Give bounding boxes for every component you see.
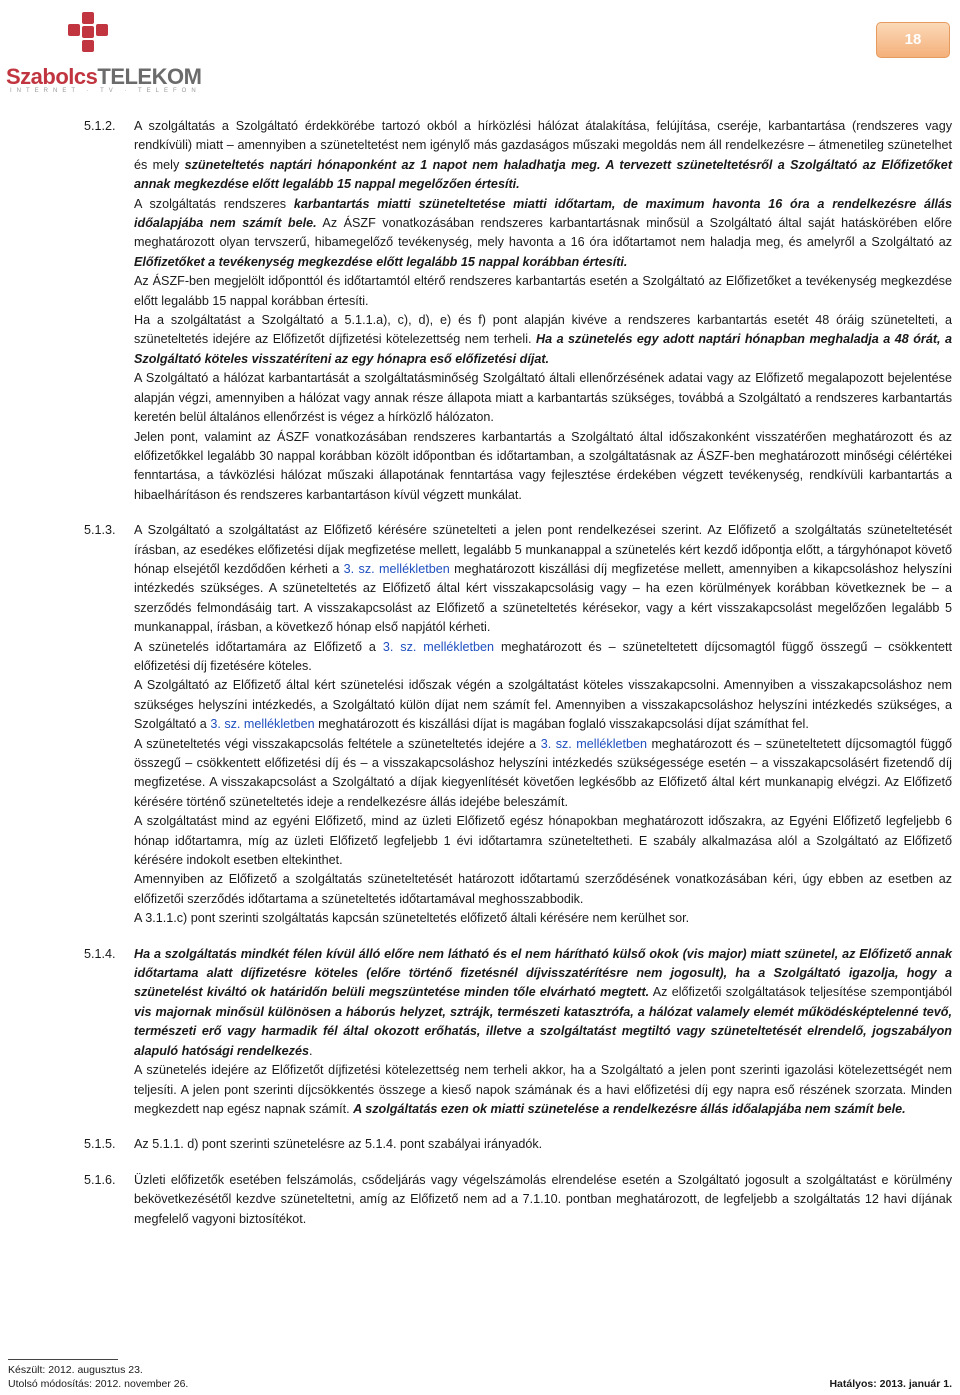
section-text <box>134 117 952 505</box>
effective-date: Hatályos: 2013. január 1. <box>829 1378 952 1390</box>
paragraph <box>134 945 952 1061</box>
text-run: A 3.1.1.c) pont szerinti szolgáltatás kapcsán szüneteltetés előfizető általi kérésére nem kerülhet sor. <box>134 911 690 926</box>
text-run: A szünetelés időtartamára az Előfizető a <box>134 639 383 654</box>
text-run: A szüneteltetés végi visszakapcsolás feltétele a szüneteltetés idejére a <box>134 736 541 751</box>
logo-wordmark: SzabolcsTELEKOM <box>6 64 202 89</box>
paragraph <box>134 369 952 427</box>
text-run: Az előfizetői szolgáltatások teljesítése szempontjából <box>649 985 953 1000</box>
text-run: Az 5.1.1. d) pont szerinti szünetelésre az 5.1.4. pont szabályai irányadók. <box>134 1137 543 1152</box>
text-run: A szolgáltatás ezen ok miatti szünetelése a rendelkezésre állás időalapjába nem számít bele. <box>353 1101 906 1116</box>
paragraph <box>134 1135 952 1154</box>
paragraph <box>134 812 952 870</box>
section-number: 5.1.5. <box>84 1137 116 1152</box>
page-footer <box>8 1363 952 1391</box>
text-run: Ha a szolgáltatást a Szolgáltató a 5.1.1.a), c), d), e) és f) pont alapján kivéve a rendszeres karbantartás esetét 48 óráig szünetelteti, a szüneteltetés idejére az Előfizetőt díjfizetési kötelezettség nem terheli. <box>134 313 952 347</box>
paragraph <box>134 428 952 506</box>
paragraph <box>134 1061 952 1119</box>
text-run: Jelen pont, valamint az ÁSZF vonatkozásában rendszeres karbantartás a Szolgáltató által időszakonként visszatérően meghatározott és az előfizetőkkel legalább 30 nappal korábban közölt időpontban és időtartamban, a szolgáltatásnak az ÁSZF-ben meghatározott minőségi célértékei fenntartása, a távközlési hálózat műszaki állapotának fenntartása vagy fejlesztése érdekében végzett tevékenység, rendkívüli karbantartás a hibaelhárításon és rendszeres karbantartáson kívül végzett munkálat. <box>134 429 952 502</box>
modified-date: Utolsó módosítás: 2012. november 26. <box>8 1378 189 1390</box>
section-text <box>134 945 952 1120</box>
section-5-1-4 <box>84 945 952 1120</box>
text-run: A szolgáltatást mind az egyéni Előfizető, mind az üzleti Előfizető egész hónapokban meghatározott időszakra, az Egyéni Előfizető legfeljebb 6 hónap időtartamra, míg az üzleti Előfizető legfeljebb 1 évi időtartamra szüneteltetheti. E szabály alkalmazása alól a Szolgáltató az Előfizető kérésére indokolt esetben eltekinthet. <box>134 814 952 868</box>
paragraph <box>134 311 952 369</box>
text-run: Az ÁSZF vonatkozásában rendszeres karbantartásnak minősül a Szolgáltató által saját hatáskörében előre meghatározott olyan tervszerű, hibamegelőző tevékenység, mely havonta a 16 óra időtartamot nem haladja meg, és amelyről a Szolgáltató az <box>134 216 952 250</box>
paragraph <box>134 870 952 909</box>
text-run: A szünetelés idejére az Előfizetőt díjfizetési kötelezettség nem terheli akkor, ha a Szolgáltató a jelen pont szerinti igazolási kötelezettségét nem teljesíti. A jelen pont szerinti díjcsökkentés összege a kieső napok számának és a havi előfizetési díj egy napra eső részének szorzata. Minden megkezdett nap egész napnak számít. <box>134 1063 952 1116</box>
text-run: A szolgáltatás a Szolgáltató érdekkörébe tartozó okból a hírközlési hálózat átalakítása, felújítása, cseréje, karbantartása (rendszeres vagy rendkívüli) miatt – amennyiben a szüneteltetést nem igénylő más gazdaságos műszaki megoldás nem áll rendelkezésre – átmenetileg szünetelhet és mely <box>134 119 952 172</box>
annex-reference-link[interactable]: 3. sz. mellékletben <box>343 561 450 576</box>
section-text <box>134 521 952 929</box>
text-run: meghatározott kiszállási díj megfizetése mellett, amennyiben a kikapcsoláshoz helyszíni intézkedés szükséges. A szüneteltetés az Előfizető által kért visszakapcsolásig vagy – ha ezen körülmények korábban következnek be – a szerződés felmondásáig tart. A visszakapcsolást az Előfizető a szüneteltetés kérésekor, vagy a kért visszakapcsolást megelőzően legalább 5 munkanappal, írásban, a következő hónap első napjától kérheti. <box>134 561 952 635</box>
text-run: Ha a szolgáltatás mindkét félen kívül álló előre nem látható és el nem hárítható külső okok (vis major) miatt szünetel, az Előfizető annak időtartama alatt díjfizetésre köteles (előre történő fizetésnél díjvisszatérítésre nem jogosult), ha a Szolgáltató igazolja, hogy a szünetelést kiváltó ok határidőn belüli megszüntetése minden tőle elvárható megtett. <box>134 946 952 1000</box>
text-run: meghatározott és kiszállási díjat is magában foglaló visszakapcsolási díjat számíthat fel. <box>314 717 809 732</box>
section-text <box>134 1171 952 1229</box>
text-run: . <box>308 1043 313 1058</box>
section-text <box>134 1135 952 1154</box>
paragraph <box>134 521 952 637</box>
section-5-1-2 <box>84 117 952 505</box>
section-5-1-6 <box>84 1171 952 1229</box>
logo-tagline: INTERNET · TV · TELEFON <box>10 88 201 94</box>
section-5-1-5 <box>84 1135 952 1154</box>
section-5-1-3 <box>84 521 952 929</box>
text-run: Amennyiben az Előfizető a szolgáltatás szüneteltetését határozott időtartamú szerződésének vonatkozásában kéri, úgy ebben az esetben az előfizetői szerződés időtartama a szüneteltetés időtartamával meghosszabbodik. <box>134 872 952 906</box>
text-run: Előfizetőket a tevékenység megkezdése előtt legalább 15 nappal korábban értesíti. <box>134 254 628 269</box>
paragraph <box>134 676 952 734</box>
text-run: Üzleti előfizetők esetében felszámolás, csődeljárás vagy végelszámolás elrendelése esetén a Szolgáltató jogosult a szolgáltatást e körülmény bekövetkezésétől kezdve szüneteltetni, amíg az Előfizető nem ad a 7.1.10. pontban meghatározott, de legfeljebb a szolgáltatás 12 havi díjának megfelelő vagyoni biztosítékot. <box>134 1172 952 1226</box>
created-date: Készült: 2012. augusztus 23. <box>8 1364 143 1376</box>
company-logo <box>6 10 202 94</box>
text-run: meghatározott és – szüneteltetett díjcsomagtól függő összegű – csökkentett előfizetési díj fizetésére köteles. <box>134 639 952 673</box>
text-run: A Szolgáltató a hálózat karbantartását a szolgáltatásminőség Szolgáltató általi ellenőrzésének adatai vagy az Előfizető megalapozott bejelentése alapján végzi, amennyiben a hálózat vagy annak része állapota miatt a karbantartás szükséges, továbbá a Szolgáltató a rendszeres karbantartás keretén belül általános ellenőrzést is végez a hírközlő hálózaton. <box>134 371 952 425</box>
section-number: 5.1.6. <box>84 1172 116 1187</box>
text-run: A Szolgáltató az Előfizető által kért szünetelési időszak végén a szolgáltatást köteles visszakapcsolni. Amennyiben a visszakapcsoláshoz nem szükséges helyszíni intézkedés, a Szolgáltató külön díjat nem számít fel. Amennyiben a visszakapcsoláshoz helyszíni intézkedés szükséges, a Szolgáltató a <box>134 678 952 732</box>
paragraph <box>134 638 952 677</box>
section-number: 5.1.2. <box>84 119 116 133</box>
text-run: Az ÁSZF-ben megjelölt időponttól és időtartamtól eltérő rendszeres karbantartás esetén a Szolgáltató az Előfizetőket a tevékenység megkezdése előtt legalább 15 nappal korábban értesíti. <box>134 274 952 308</box>
page-number-badge: 18 <box>876 22 950 58</box>
section-number: 5.1.4. <box>84 946 116 961</box>
annex-reference-link[interactable]: 3. sz. mellékletben <box>540 736 648 751</box>
text-run: A szolgáltatás rendszeres <box>134 196 294 211</box>
annex-reference-link[interactable]: 3. sz. mellékletben <box>210 717 315 732</box>
footer-divider <box>8 1359 118 1360</box>
section-number: 5.1.3. <box>84 523 116 538</box>
text-run: vis majornak minősül különösen a háborús helyzet, sztrájk, természeti katasztrófa, a hálózat valamely elemét működésképtelenné tevő, természeti erő vagy harmadik fél által okozott erőhatás, illetve a szolgáltatást megtiltó vagy szüneteltetését elrendelő, jogszabályon alapuló hatósági rendelkezés <box>134 1004 952 1058</box>
paragraph <box>134 117 952 195</box>
text-run: Ha a szünetelés egy adott naptári hónapban meghaladja a 48 órát, a Szolgáltató köteles visszatéríteni az egy hónapra eső előfizetési díjat. <box>134 332 952 366</box>
document-body <box>84 117 952 1245</box>
text-run: A Szolgáltató a szolgáltatást az Előfizető kérésére szünetelteti a jelen pont rendelkezései szerint. Az Előfizető a szolgáltatás szüneteltetését írásban, az esedékes előfizetési díjak megfizetése mellett, legalább 5 munkanappal a szünetelés kért kezdő időpontja előtt, a tárgyhónapot követő hónap elsejétől kezdődően kérheti a <box>134 523 952 576</box>
paragraph <box>134 1171 952 1229</box>
paragraph <box>134 735 952 813</box>
annex-reference-link[interactable]: 3. sz. mellékletben <box>382 639 495 654</box>
text-run: karbantartás miatti szüneteltetése miatti időtartam, de maximum havonta 16 óra a rendelkezésre állás időalapjába nem számít bele. <box>134 196 952 231</box>
text-run: meghatározott és – szüneteltetett díjcsomagtól függő összegű – csökkentett előfizetési díj és – a visszakapcsoláshoz helyszíni intézkedés szükségessége esetén – a visszakapcsolásért fizetendő díj megfizetése. A visszakapcsolást a Szolgáltató a díjak kiegyenlítését követően legkésőbb az Előfizető által kért munkanapig elvégzi. Az Előfizető kérésére történő szüneteltetés ideje a rendelkezésre állás idejébe beleszámít. <box>134 736 952 809</box>
text-run: szüneteltetés naptári hónaponként az 1 napot nem haladhatja meg. A tervezett szüneteltetésről a Szolgáltató az Előfizetőket annak megkezdése előtt legalább 15 nappal megelőzően értesíti. <box>134 157 953 192</box>
logo-mark-icon <box>68 10 114 60</box>
paragraph <box>134 909 952 928</box>
paragraph <box>134 272 952 311</box>
paragraph <box>134 195 952 273</box>
